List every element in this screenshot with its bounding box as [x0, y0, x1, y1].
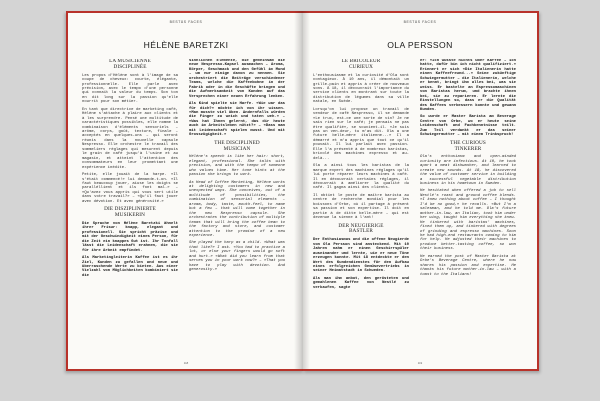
running-head: BESTÄS FACES [403, 20, 437, 24]
body-paragraph: Lorsqu'on lui propose un travail de vendeur de café Nespresso, il se demande «Le truc, est-ce une sorte de vin? Je ne sais rien sur le café; je pensais ne pas être qualifié», se souvient-il. «Je suis pas un ven-deur, tu m'as dit. Ola a une future belle-mère italienne...» Il a démarré et m'a appris que tout ce qu'il pouvait. Il lui parlait avec passion. Elle l'a présenté à de nombreux baristas, bricolé des machines expresso et au-delà... [313, 107, 409, 161]
page-number: 119 [417, 361, 423, 365]
body-paragraph-english: He earned the post of Master Barista at Orbe's Beverage Centre, where he now shares his passion and expertise. He thanks his future mother-in-law – with a toast to the Italians! [420, 254, 516, 277]
page-title: OLA PERSSON [387, 40, 453, 50]
left-page [66, 11, 304, 371]
text-columns [82, 59, 292, 357]
section-heading: THE CURIOUS TINKERER [450, 139, 486, 152]
body-paragraph-german: er: «Ich wusste nichts über Kaffee – ich hatte, dafür bin ich nicht qualifiziert.» Erinnert er sich «Die Italienerin hatte einen Kaffeefreund...» Seine zukünftige Schwiegermutter – die Italienerin, welche er kennt, bringt ihm alles bei, was sie weiss. Er bastelte an Espressomaschinen von Baristas herum, und brachte ihnen bei, sie zu reparieren. Er lernte die Einstellungen so, dass er die Qualität des Kaffees verbessern konnte und gewann Kunden. [420, 59, 516, 112]
column-2 [420, 59, 516, 357]
body-paragraph-german: Als man ihm anbot, den gerösteten und gemahlenen Kaffee von Nestlé zu verkaufen, sagte [313, 276, 409, 290]
section-heading: LE BRICOLEUR CURIEUX [341, 59, 381, 70]
open-book [66, 11, 539, 374]
body-paragraph: Petite, elle jouait de la harpe. «Il s'était commencé!» lui demande-t-on. «Il faut beaucoup jouer, aiuse les doigts se paralléllient et ils font mal.» – «Qu'avez vous appris qui vous sert utile dans votre travail?» – «Qu'il faut jouer avec dévotion. Et avec générosité.» [82, 173, 178, 204]
body-paragraph: L'enthousiasme et la curiosité d'Ola sont contagieux. À 10 ans, il démontait un grille-pain et appris à créer de nouveaux sons. À 18, il découvrait l'importance du service clients en montrant sur toute la distribution de légumes dans sa ville natale, en Suède. [313, 73, 409, 105]
body-paragraph: Les propos d'Hélène sont à l'image de sa coupe de cheveux: courte, élégante, professionnelle. Elle parle avec précision, avec le tempo d'une personne qui connaît la valeur du temps. Son ton en dit long sur la passion qu'elle nourrit pour son métier. [82, 73, 178, 105]
body-paragraph-english: Hélène's speech is like her hair: short, elegant, professional. She talks with precision, and with the tempo of someone who values time. Her tone hints at the passion she brings to work. [189, 155, 285, 178]
text-columns [313, 59, 522, 357]
section-heading: THE DISCIPLINED MUSICIAN [214, 139, 260, 152]
body-paragraph-german: Als Marketingleiterin Kaffee ist es ihr Ziel, Kunden zu gefallen und neue und überraschende Werte zu bieten. Aus einer Vielzahl von Möglichkeiten kombiniert sie die [82, 256, 178, 278]
body-paragraph-german: Als Kind spielte sie Harfe. «Wie war das für dich?» möchte ich von ihr wissen. «Man musste viel üben. Andernfalls würden die Finger zu weich und taten weh.» – «Was hat Ihnen gelernt, das dir heute auch im Arbeitsleben nützt?» – «Dass man mit Leidenschaft spielen musst. Und mit Grosszügigkeit.» [189, 102, 285, 138]
column-1 [313, 59, 409, 357]
column-1 [82, 59, 178, 357]
column-2 [189, 59, 285, 357]
section-heading: DIE DISZIPLINIERTE MUSIKERIN [104, 206, 156, 219]
body-paragraph-english: He hesitated when offered a job to sell Nestlé's roast and ground coffee blends. «I knew nothing about coffee – I thought I'd be no good,» he recalls. «But I'm a salesman, and he told me. Ola's future mother-in-law, an Italian, took him under her wing, taught him everything she knew. He tinkered with baristas' machines, fixed them up, and tinkered with degrees of grinding and espresso machines. Soon he had high-end restaurants coming to him for help. He adjusted their machines to produce better-tasting coffee, so won their business. [420, 189, 516, 252]
body-paragraph: Ola a ainsi tous les baristas de la marque expert des machines réglages qu'il lui porte réparer leurs machines à café. Il en découvrait certains réglages, il découvrait à améliorer la qualité du café. Il gagna ainsi des clients. [313, 164, 409, 191]
body-paragraph-german: Der Enthusiasmus und die offene Neugierde von Ola Persson sind ansteckend. Mit 10 Jahren nahm er einen Geschirrspüler auseinander und lernte, wie er neue Töne erzeugen konnte. Mit 18 entdeckte er den Wert des Kundendienstes für den Aufbau eines erfolgreichen Gemüsevertriebs in seiner Heimatstadt in Schweden. [313, 238, 409, 274]
section-heading: DER NEUGIERIGE BASTLER [338, 222, 384, 235]
body-paragraph-german: So wurde er Master Barista am Beverage Centre von Orbe, wo er heute seine Leidenschaft und Fachkenntnisse teilt. Zum Teil verdankt er das seiner Schwiegermutter – mit einem Trinkspruch! [420, 115, 516, 138]
body-paragraph: Il obtint le poste de maître barista au centre de recherche mondial pour les boissons d'Orbe, où il partage à présent sa passion et son expertise. Il doit en partie à de ditte belle-mère – qui est devenue la sienne à l'ant! [313, 193, 409, 221]
page-title: HÉLÈNE BARETZKI [143, 40, 229, 50]
right-page [303, 11, 539, 371]
body-paragraph: En tant que directrice de marketing café, Hélène s'attache à plaire aux clients et à les surprendre. Pensé une multitude de caractéristiques possibles, elle nomme la combinaison d'éléments sensoriels – arôme, corps, goût, texture, finale – acceptés en quelques-uns – qui seront réunis dans la nouvelle capsule Nespresso. Elle orchestre le travail des sommeliers réglages qui mesurent depuis le grain de café jusqu'à l'usine et au magasin, et atteint l'attention des consommateurs en leur promettant une expérience inédite. [82, 107, 178, 170]
body-paragraph-german: sinnlichen Elemente, die gemeinsam die neue Nespresso-Kapsel ausmachen – Aroma, Körper, Geschmack und den Gefühl im Mund – um nur einige davon zu nennen. Sie orchestriert die Beiträge verschiedener Teams, welche die Kaffeebohne in der Fabrik oder in die Geschäfte bringen und die Aufmerksamkeit von Kunden auf das Versprechen einer neuen Erfahrung lenken. [189, 59, 285, 99]
running-head: BESTÄS FACES [169, 20, 203, 24]
body-paragraph-german: Die Sprache von Hélène Baretzki ähnelt ihrer Frisur: knapp, elegant und professionell. Sie spricht präzise und mit der Geschwindigkeit eines Person, für die Zeit ein knappes Gut ist. Ihr Tonfall lässt die Leidenschaft erahnen, die sie für ihre Arbeit empfindet. [82, 221, 178, 253]
body-paragraph-english: As Head of Coffee Marketing, Hélène works at delighting customers in new and unexpected ways. She conceives, out of a multitude of possibilities, the combination of sensorial elements – aroma, body, taste, mouth-feel, to name but a few – that will come together in the new Nespresso capsule. She orchestrates the contribution of multiple teams that will bring the coffee bean to the factory and store, and customer attention to the promise of a new experience. [189, 180, 285, 238]
body-paragraph-english: She played the harp as a child. «What was that like?» I ask. «You had to practice a lot, or else your fingers would go soft and hurt.» «What did you learn from that serves you in your work now?» – «That you have to play with devotion. And generosity.» [189, 241, 285, 273]
body-paragraph-english: Ola's enthusiasm and open-minded curiosity are infectious. At 10, he took apart a meat dishwasher, and learned to create new sounds. At 18, he discovered the value of customer service in building a successful vegetable distribution business in his hometown in Sweden. [420, 155, 516, 187]
page-number: 118 [183, 361, 189, 365]
section-heading: LA MUSICIENNE DISCIPLINÉE [109, 59, 151, 70]
